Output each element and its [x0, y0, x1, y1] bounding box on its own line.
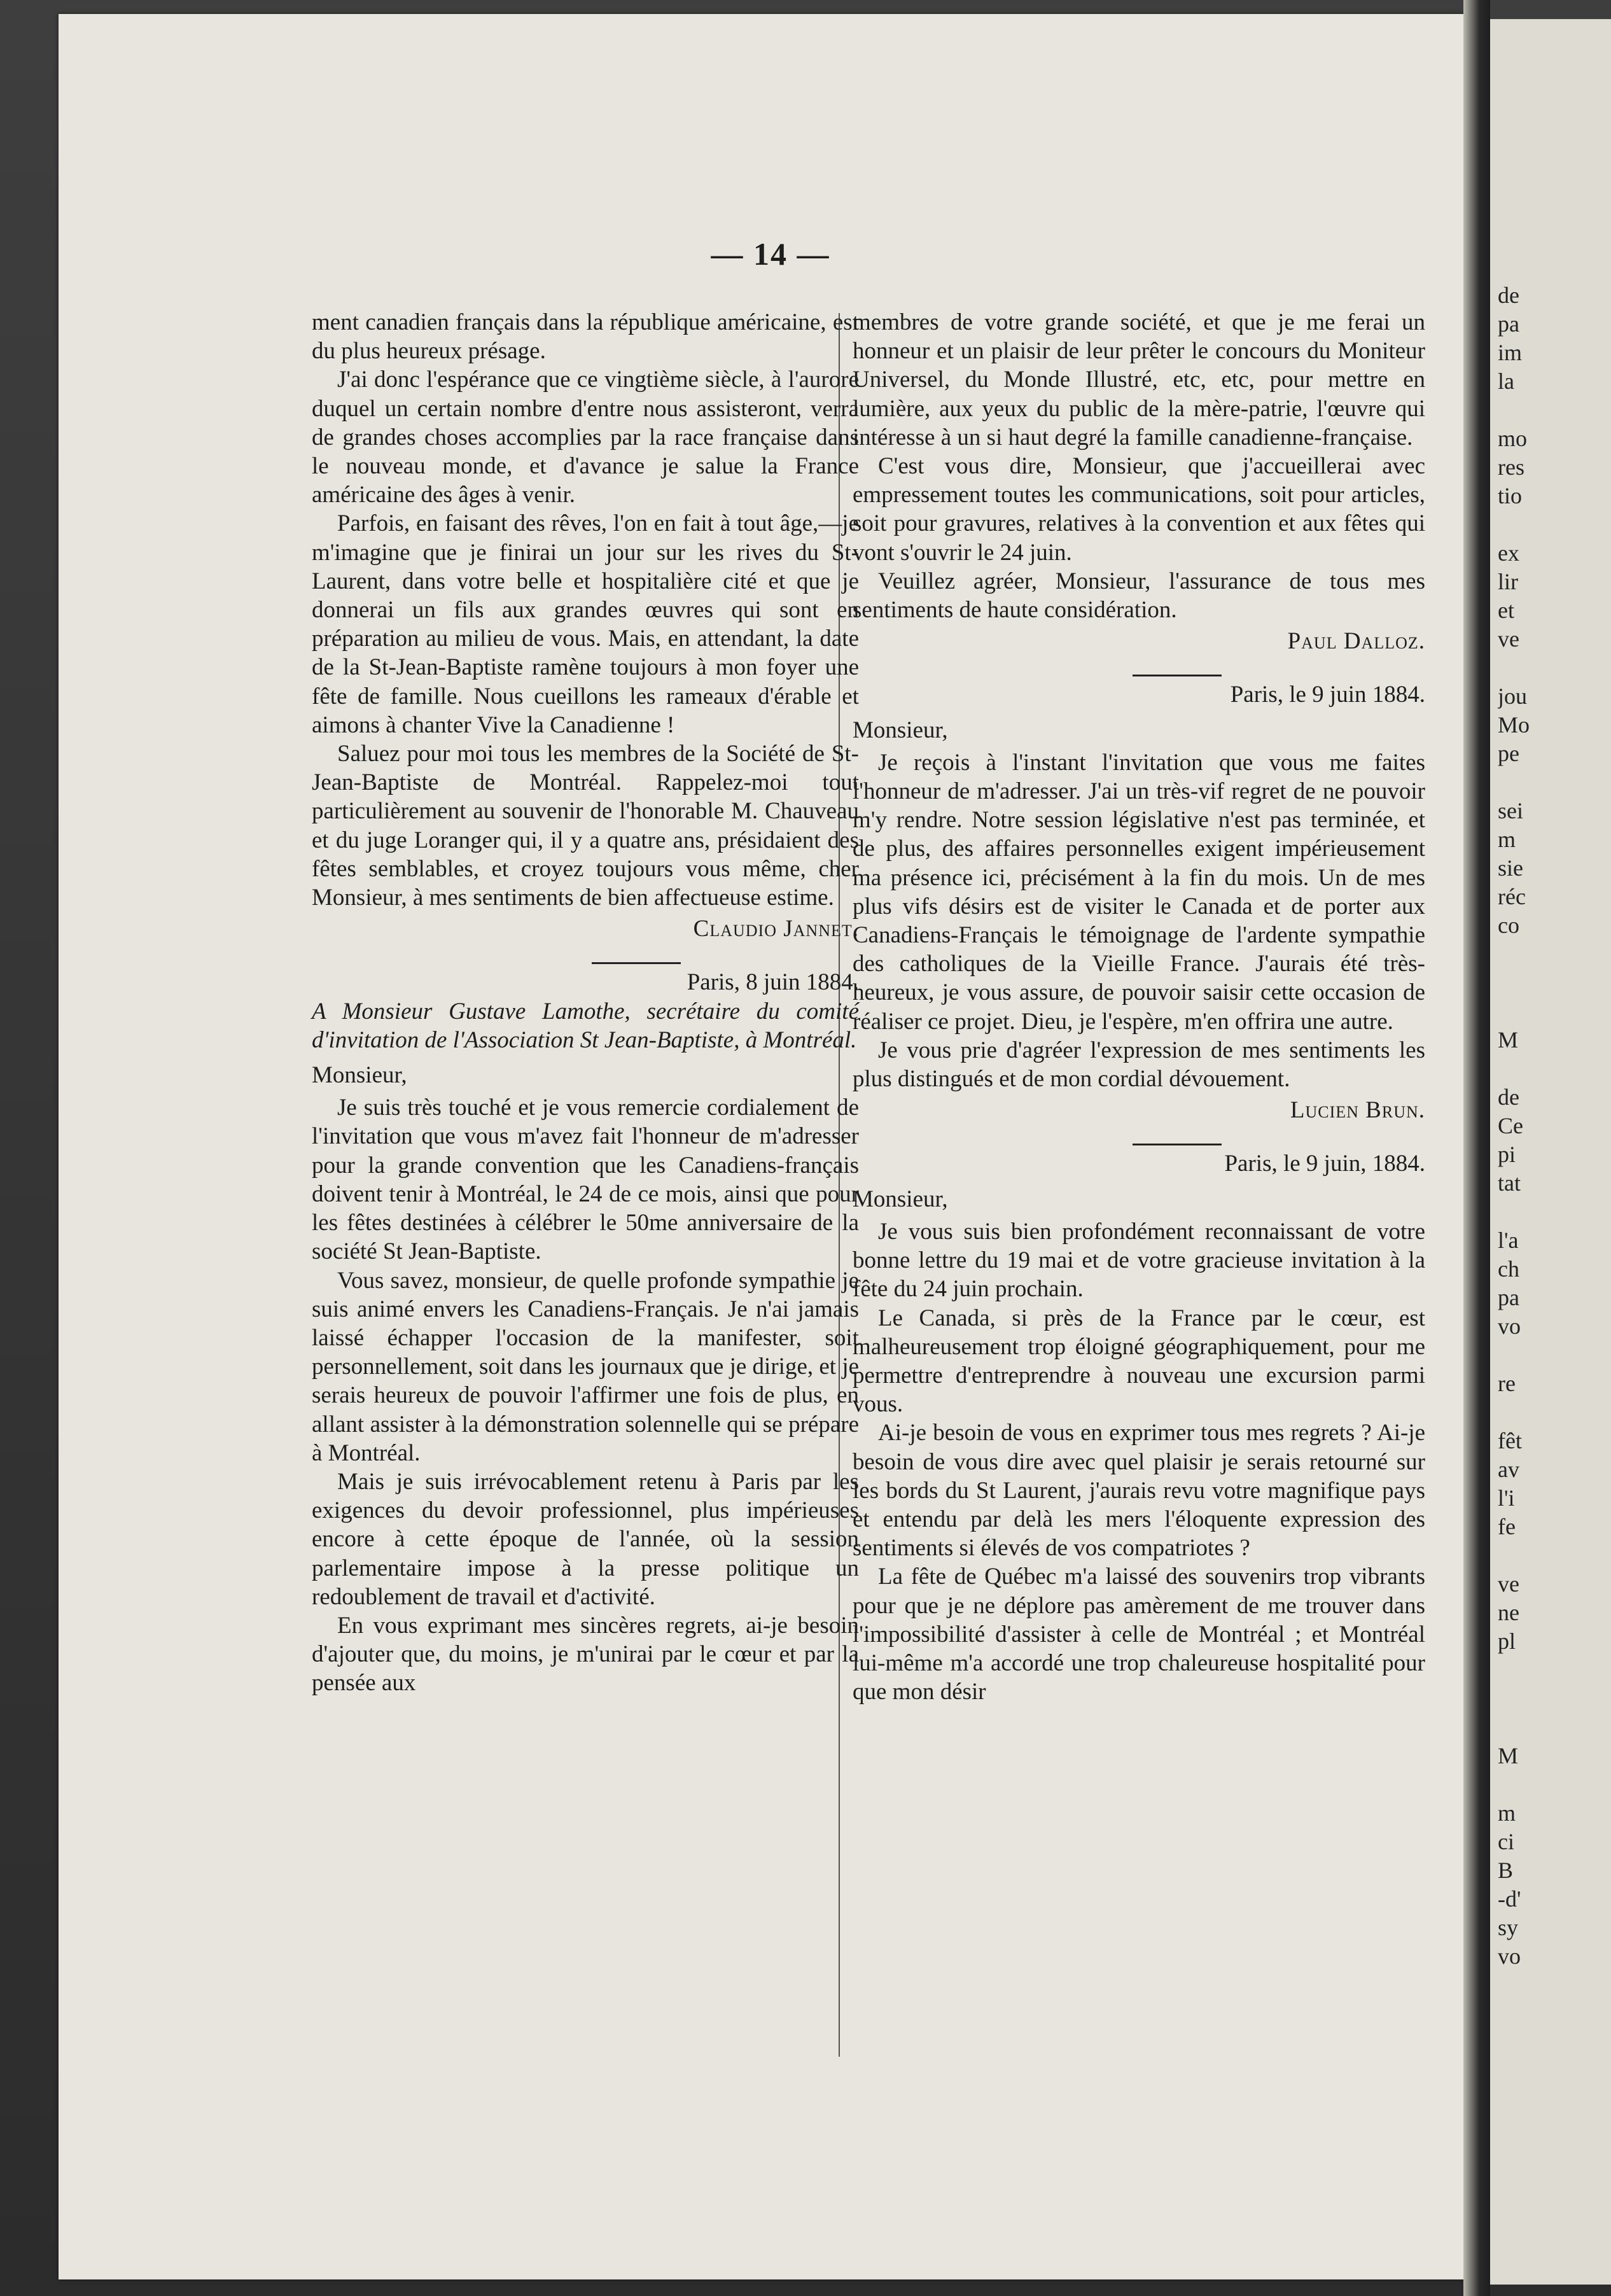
edge-fragment: [1498, 997, 1611, 1026]
separator-rule: [592, 962, 681, 964]
edge-fragment: [1498, 1054, 1611, 1083]
separator-rule: [1133, 1144, 1222, 1145]
edge-fragment: sy: [1498, 1915, 1519, 1940]
edge-fragment: pe: [1498, 741, 1519, 766]
edge-fragment: ci: [1498, 1829, 1514, 1854]
signature: Lucien Brun.: [1290, 1097, 1425, 1124]
edge-fragment: mo: [1498, 426, 1528, 451]
edge-fragment: fêt: [1498, 1428, 1522, 1453]
edge-fragment: fe: [1498, 1514, 1516, 1539]
paragraph: C'est vous dire, Monsieur, que j'accueillerai avec empressement toutes les communications, soit pour articles, soit pour gravures, relatives à la convention et aux fêtes qui vont s'ouvrir le 24 juin.: [853, 453, 1425, 566]
edge-fragment: ch: [1498, 1256, 1519, 1282]
edge-fragment: pl: [1498, 1628, 1516, 1654]
edge-fragment: Mo: [1498, 712, 1530, 738]
edge-fragment: [1498, 969, 1611, 997]
edge-fragment: res: [1498, 454, 1524, 480]
edge-fragment: co: [1498, 913, 1519, 938]
edge-fragment: [1498, 1713, 1611, 1742]
edge-fragment: B: [1498, 1858, 1514, 1883]
edge-fragment: [1498, 510, 1611, 539]
edge-fragment: M: [1498, 1743, 1519, 1768]
edge-fragment: [1498, 1198, 1611, 1226]
edge-fragment: [1498, 1341, 1611, 1369]
edge-fragment: [1498, 1541, 1611, 1570]
edge-fragment: [1498, 1770, 1611, 1799]
edge-fragment: de: [1498, 1084, 1519, 1110]
edge-fragment: [1498, 940, 1611, 969]
right-column: [853, 308, 1425, 1706]
edge-fragment: av: [1498, 1457, 1519, 1482]
salutation: Monsieur,: [853, 717, 948, 743]
book-gutter: [1463, 0, 1490, 2296]
document-page: [59, 14, 1482, 2279]
edge-fragment: ne: [1498, 1600, 1519, 1625]
page-number: — 14 —: [711, 236, 830, 272]
next-page-fragments: [1498, 281, 1611, 1971]
edge-fragment: pa: [1498, 1285, 1519, 1310]
edge-fragment: M: [1498, 1027, 1519, 1053]
edge-fragment: tat: [1498, 1170, 1521, 1196]
paragraph: J'ai donc l'espérance que ce vingtième siècle, à l'aurore duquel un certain nombre d'entre nous assisteront, verra de grandes choses accomplies par la race française dans le nouveau monde, et d'avance je salue la France américaine des âges à venir.: [312, 367, 859, 508]
edge-fragment: [1498, 768, 1611, 797]
paragraph: membres de votre grande société, et que je me ferai un honneur et un plaisir de leur prêter le concours du Moniteur Universel, du Monde Illustré, etc, etc, pour mettre en lumière, aux yeux du public de la mère-patrie, l'œuvre qui intéresse à un si haut degré la famille canadienne-française.: [853, 309, 1425, 451]
paragraph: Je reçois à l'instant l'invitation que vous me faites l'honneur de m'adresser. J'ai un très-vif regret de ne pouvoir m'y rendre. Notre session législative n'est pas terminée, et de plus, des affaires personnelles exigent impérieusement ma présence ici, précisément à la fin du mois. Un de mes plus vifs désirs est de visiter le Canada et de porter aux Canadiens-Français le témoignage de l'ardente sympathie des catholiques de la Vieille France. J'aurais été très-heureux, je vous assure, de pouvoir saisir cette occasion de réaliser ce projet. Dieu, je l'espère, m'en offrira une autre.: [853, 749, 1425, 1035]
letter-date: Paris, le 9 juin, 1884.: [1224, 1151, 1425, 1177]
edge-fragment: tio: [1498, 483, 1523, 508]
letter-date: Paris, 8 juin 1884.: [687, 969, 859, 996]
edge-fragment: ve: [1498, 1571, 1519, 1597]
edge-fragment: la: [1498, 368, 1514, 394]
edge-fragment: [1498, 1684, 1611, 1713]
edge-fragment: réc: [1498, 884, 1526, 909]
signature: Claudio Jannet.: [693, 916, 859, 942]
edge-fragment: et: [1498, 598, 1514, 623]
paragraph: Je vous prie d'agréer l'expression de mes sentiments les plus distingués et de mon cordial dévouement.: [853, 1037, 1425, 1093]
paragraph: Parfois, en faisant des rêves, l'on en fait à tout âge,—je m'imagine que je finirai un jour sur les rives du St-Laurent, dans votre belle et hospitalière cité et que je donnerai un fils aux grandes œuvres qui sont en préparation au milieu de vous. Mais, en attendant, la date de la St-Jean-Baptiste ramène toujours à mon foyer une fête de famille. Nous cueillons les rameaux d'érable et aimons à chanter Vive la Canadienne !: [312, 510, 859, 738]
edge-fragment: l'i: [1498, 1485, 1515, 1511]
edge-fragment: re: [1498, 1371, 1516, 1396]
edge-fragment: m: [1498, 1800, 1516, 1826]
edge-fragment: [1498, 1398, 1611, 1427]
edge-fragment: [1498, 396, 1611, 424]
paragraph: Vous savez, monsieur, de quelle profonde sympathie je suis animé envers les Canadiens-Français. Je n'ai jamais laissé échapper l'occasion de la manifester, soit personnellement, soit dans les journaux que je dirige, et je serais heureux de pouvoir l'affirmer une fois de plus, en allant assister à la démonstration solennelle qui se prépare à Montréal.: [312, 1267, 860, 1466]
edge-fragment: de: [1498, 283, 1519, 308]
edge-fragment: sie: [1498, 855, 1523, 881]
edge-fragment: ve: [1498, 626, 1519, 652]
edge-fragment: m: [1498, 827, 1516, 852]
edge-fragment: [1498, 1656, 1611, 1684]
paragraph: Saluez pour moi tous les membres de la Société de St-Jean-Baptiste de Montréal. Rappelez-moi tout particulièrement au souvenir de l'honorable M. Chauveau et du juge Loranger qui, il y a quatre ans, présidaient des fêtes semblables, et croyez toujours vous même, cher Monsieur, à mes sentiments de bien affectueuse estime.: [312, 741, 859, 911]
paragraph: Le Canada, si près de la France par le cœur, est malheureusement trop éloigné géographiquement, pour me permettre d'entreprendre à nouveau une excursion parmi vous.: [853, 1305, 1425, 1418]
edge-fragment: [1498, 654, 1611, 682]
edge-fragment: ex: [1498, 540, 1519, 566]
paragraph: ment canadien français dans la république américaine, est du plus heureux présage.: [312, 309, 859, 365]
left-column: [312, 308, 859, 1698]
edge-fragment: -d': [1498, 1886, 1521, 1912]
edge-fragment: l'a: [1498, 1228, 1519, 1253]
edge-fragment: pi: [1498, 1142, 1516, 1167]
next-page-edge: [1490, 19, 1611, 2285]
edge-fragment: pa: [1498, 311, 1519, 337]
signature: Paul Dalloz.: [1287, 628, 1425, 655]
paragraph: La fête de Québec m'a laissé des souvenirs trop vibrants pour que je ne déplore pas amèrement de me trouver dans l'impossibilité d'assister à celle de Montréal ; et Montréal lui-même m'a accordé une trop chaleureuse hospitalité pour que mon désir: [853, 1564, 1425, 1705]
salutation: Monsieur,: [312, 1062, 407, 1089]
edge-fragment: lir: [1498, 569, 1518, 594]
edge-fragment: Ce: [1498, 1113, 1523, 1138]
edge-fragment: vo: [1498, 1943, 1521, 1969]
edge-fragment: im: [1498, 340, 1523, 365]
letter-date: Paris, le 9 juin 1884.: [1230, 682, 1425, 708]
paragraph: Mais je suis irrévocablement retenu à Paris par les exigences du devoir professionnel, plus impérieuses encore à cette époque de l'année, où la session parlementaire impose à la presse politique un redoublement de travail et d'activité.: [312, 1468, 859, 1610]
paragraph: Je suis très touché et je vous remercie cordialement de l'invitation que vous m'avez fait l'honneur de m'adresser pour la grande convention que les Canadiens-français doivent tenir à Montréal, le 24 de ce mois, ainsi que pour les fêtes destinées à célébrer le 50me anniversaire de la société St Jean-Baptiste.: [312, 1095, 859, 1265]
paragraph: Je vous suis bien profondément reconnaissant de votre bonne lettre du 19 mai et de votre gracieuse invitation à la fête du 24 juin prochain.: [853, 1218, 1425, 1303]
edge-fragment: vo: [1498, 1313, 1521, 1339]
edge-fragment: jou: [1498, 683, 1528, 709]
paragraph: En vous exprimant mes sincères regrets, ai-je besoin d'ajouter que, du moins, je m'unirai par le cœur et par la pensée aux: [312, 1612, 859, 1697]
letter-address: A Monsieur Gustave Lamothe, secrétaire du comité d'invitation de l'Association St Jean-Baptiste, à Montréal.: [312, 998, 859, 1053]
separator-rule: [1133, 675, 1222, 676]
edge-fragment: sei: [1498, 798, 1523, 823]
paragraph: Ai-je besoin de vous en exprimer tous mes regrets ? Ai-je besoin de vous dire avec quel plaisir je serais retourné sur les bords du St Laurent, j'aurais revu votre magnifique pays et entendu par delà les mers l'éloquente expression des sentiments si élevés de vos compatriotes ?: [853, 1420, 1425, 1562]
salutation: Monsieur,: [853, 1186, 948, 1212]
paragraph: Veuillez agréer, Monsieur, l'assurance de tous mes sentiments de haute considération.: [853, 568, 1425, 624]
